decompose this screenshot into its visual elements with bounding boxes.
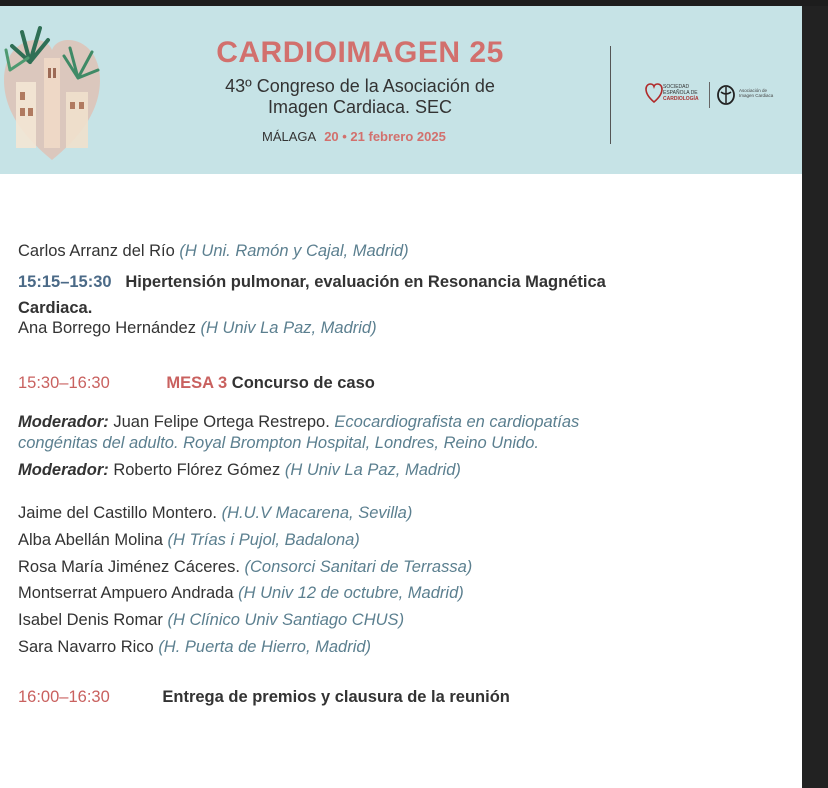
panelist-line [18, 611, 404, 630]
speaker-name: Ana Borrego Hernández [18, 319, 196, 337]
panelist-affiliation: (Consorci Sanitari de Terrassa) [244, 558, 473, 576]
session-label: MESA 3 [166, 374, 228, 392]
sec-heart-logo-icon [645, 82, 663, 104]
header-divider [610, 46, 611, 144]
speaker-name: Carlos Arranz del Río [18, 242, 175, 260]
talk-title: Hipertensión pulmonar, evaluación en Resonancia Magnética [125, 273, 606, 291]
moderator-affiliation: Ecocardiografista en cardiopatías [334, 413, 580, 431]
panelist-line [18, 558, 472, 577]
document-page [0, 6, 802, 788]
event-dates: 20 • 21 febrero 2025 [324, 129, 446, 144]
session-time: 15:30–16:30 [18, 374, 110, 392]
panelist-name: Sara Navarro Rico [18, 638, 154, 656]
panelist-affiliation: (H. Puerta de Hierro, Madrid) [158, 638, 372, 656]
event-venue [262, 129, 446, 144]
panelist-affiliation: (H.U.V Macarena, Sevilla) [221, 504, 413, 522]
panelist-name: Alba Abellán Molina [18, 531, 163, 549]
moderator-name: Juan Felipe Ortega Restrepo. [113, 413, 330, 431]
panelist-name: Rosa María Jiménez Cáceres. [18, 558, 240, 576]
logo-separator [709, 82, 710, 108]
speaker-line [18, 319, 377, 338]
session-title: Concurso de caso [231, 374, 375, 392]
talk-title-continued: Cardiaca. [18, 299, 93, 317]
moderator-line [18, 461, 461, 480]
panelist-name: Isabel Denis Romar [18, 611, 163, 629]
event-subtitle [190, 76, 530, 118]
panelist-line [18, 531, 360, 550]
speaker-line [18, 242, 409, 261]
subtitle-line-1: 43º Congreso de la Asociación de [225, 76, 495, 96]
panelist-name: Jaime del Castillo Montero. [18, 504, 217, 522]
sec-logo-text: SOCIEDAD ESPAÑOLA DE CARDIOLOGÍA [663, 84, 699, 102]
panelist-line [18, 584, 464, 603]
moderator-label: Moderador: [18, 461, 109, 479]
cardio-imagen-logo-icon [716, 84, 736, 106]
speaker-affiliation: (H Univ La Paz, Madrid) [200, 319, 377, 337]
moderator-line [18, 413, 579, 432]
event-city: MÁLAGA [262, 129, 317, 144]
session-line [18, 374, 375, 393]
cardio-imagen-logo-text: Asociación de Imagen Cardiaca [739, 88, 774, 98]
panelist-line [18, 638, 371, 657]
talk-time: 15:15–15:30 [18, 273, 112, 291]
sponsor-logos [645, 78, 775, 114]
panelist-name: Montserrat Ampuero Andrada [18, 584, 234, 602]
moderator-affiliation-continued: congénitas del adulto. Royal Brompton Hospital, Londres, Reino Unido. [18, 434, 539, 452]
moderator-label: Moderador: [18, 413, 109, 431]
moderator-affiliation: (H Univ La Paz, Madrid) [284, 461, 461, 479]
header-banner [0, 6, 802, 174]
closing-time: 16:00–16:30 [18, 688, 110, 706]
event-title: CARDIOIMAGEN 25 [216, 36, 504, 69]
panelist-affiliation: (H Univ 12 de octubre, Madrid) [238, 584, 464, 602]
moderator-name: Roberto Flórez Gómez [113, 461, 281, 479]
closing-line [18, 688, 510, 707]
panelist-affiliation: (H Clínico Univ Santiago CHUS) [167, 611, 405, 629]
talk-line [18, 273, 606, 292]
panelist-line [18, 504, 412, 523]
heart-illustration [0, 22, 104, 166]
subtitle-line-2: Imagen Cardiaca. SEC [267, 97, 453, 117]
closing-title: Entrega de premios y clausura de la reunión [162, 688, 510, 706]
speaker-affiliation: (H Uni. Ramón y Cajal, Madrid) [179, 242, 409, 260]
panelist-affiliation: (H Trías i Pujol, Badalona) [167, 531, 360, 549]
